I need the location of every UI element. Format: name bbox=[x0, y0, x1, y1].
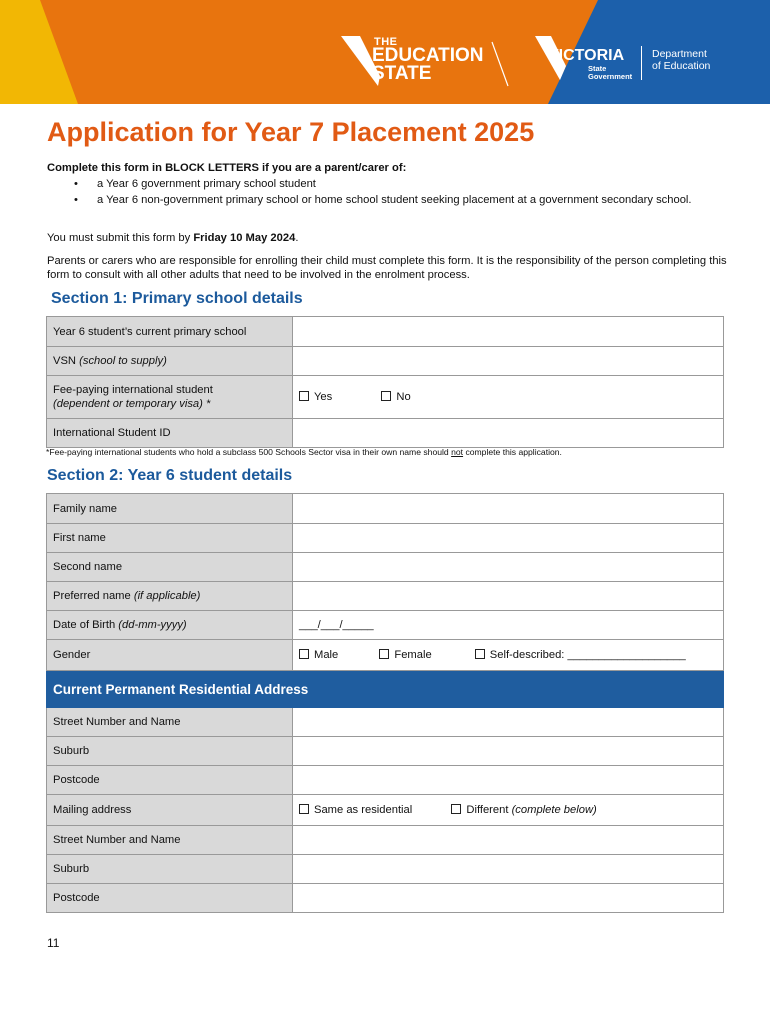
list-item: • a Year 6 non-government primary school or home school student seeking placement at a government secondary school. bbox=[97, 192, 727, 208]
checkbox-icon[interactable] bbox=[299, 804, 309, 814]
street-field[interactable] bbox=[293, 708, 724, 737]
checkbox-icon[interactable] bbox=[379, 649, 389, 659]
mailing-different-label: Different bbox=[466, 804, 509, 816]
postcode-field[interactable] bbox=[293, 766, 724, 795]
fee-paying-label bbox=[47, 376, 293, 419]
page-number: 11 bbox=[47, 936, 60, 950]
checkbox-icon[interactable] bbox=[299, 649, 309, 659]
second-name-field[interactable] bbox=[293, 553, 724, 582]
victoria-sub2: Government bbox=[588, 72, 633, 81]
gender-options bbox=[293, 640, 724, 671]
fee-no-label: No bbox=[396, 391, 411, 403]
intl-id-label: International Student ID bbox=[47, 419, 293, 448]
postcode-label: Postcode bbox=[47, 766, 293, 795]
postcode2-field[interactable] bbox=[293, 884, 724, 913]
table-row bbox=[47, 795, 724, 826]
first-name-field[interactable] bbox=[293, 524, 724, 553]
deadline-text bbox=[47, 232, 298, 244]
postcode2-label: Postcode bbox=[47, 884, 293, 913]
edu-state-line2: EDUCATION bbox=[372, 45, 484, 66]
intro-bullets bbox=[47, 176, 727, 208]
intl-id-field[interactable] bbox=[293, 419, 724, 448]
dob-hint: (dd-mm-yyyy) bbox=[118, 619, 187, 631]
fee-yes-option[interactable] bbox=[299, 391, 332, 403]
suburb-field[interactable] bbox=[293, 737, 724, 766]
vsn-label bbox=[47, 347, 293, 376]
table-row bbox=[47, 640, 724, 671]
mailing-different-hint: (complete below) bbox=[511, 804, 597, 816]
gender-female-option[interactable] bbox=[379, 649, 431, 661]
section2-table bbox=[46, 493, 724, 913]
fee-paying-hint: (dependent or temporary visa) * bbox=[53, 398, 211, 410]
parents-note: Parents or carers who are responsible for enrolling their child must complete this form. It is the responsibility of the person completing this form to consult with all other adults that need to be involved in the enrolment process. bbox=[47, 255, 727, 281]
department-name bbox=[652, 48, 710, 72]
second-name-label: Second name bbox=[47, 553, 293, 582]
table-row bbox=[47, 347, 724, 376]
preferred-name-field[interactable] bbox=[293, 582, 724, 611]
vsn-text: VSN bbox=[53, 355, 77, 367]
current-school-field[interactable] bbox=[293, 317, 724, 347]
gender-self-described-option[interactable] bbox=[475, 649, 686, 661]
street2-field[interactable] bbox=[293, 826, 724, 855]
checkbox-icon[interactable] bbox=[451, 804, 461, 814]
deadline-prefix: You must submit this form by bbox=[47, 232, 194, 244]
first-name-label: First name bbox=[47, 524, 293, 553]
note-pre: *Fee-paying international students who hold a subclass 500 Schools Sector visa in their own name should bbox=[46, 447, 452, 457]
mailing-options bbox=[293, 795, 724, 826]
dob-text: Date of Birth bbox=[53, 619, 116, 631]
table-row bbox=[47, 317, 724, 347]
preferred-name-hint: (if applicable) bbox=[133, 590, 201, 602]
gender-self-described-label: Self-described: ___________________ bbox=[489, 649, 686, 661]
logo-divider bbox=[641, 46, 642, 80]
mailing-different-option[interactable] bbox=[451, 804, 596, 816]
edu-state-line3: STATE bbox=[372, 63, 432, 84]
deadline-date: Friday 10 May 2024 bbox=[193, 232, 296, 244]
table-row bbox=[47, 737, 724, 766]
checkbox-icon[interactable] bbox=[299, 391, 309, 401]
dob-field[interactable]: ___/___/_____ bbox=[293, 611, 724, 640]
table-row bbox=[47, 826, 724, 855]
preferred-name-text: Preferred name bbox=[53, 590, 131, 602]
suburb2-label: Suburb bbox=[47, 855, 293, 884]
header-banner bbox=[0, 0, 770, 104]
note-not: not bbox=[451, 447, 464, 457]
section2-title: Section 2: Year 6 student details bbox=[47, 467, 293, 484]
table-row bbox=[47, 855, 724, 884]
table-row bbox=[47, 582, 724, 611]
fee-paying-options bbox=[293, 376, 724, 419]
intro-block bbox=[47, 160, 727, 208]
mailing-same-label: Same as residential bbox=[314, 804, 413, 816]
mailing-label: Mailing address bbox=[47, 795, 293, 826]
list-item: • a Year 6 government primary school student bbox=[97, 176, 727, 192]
gender-female-label: Female bbox=[394, 649, 432, 661]
suburb2-field[interactable] bbox=[293, 855, 724, 884]
street2-label: Street Number and Name bbox=[47, 826, 293, 855]
family-name-label: Family name bbox=[47, 494, 293, 524]
note-post: complete this application. bbox=[463, 447, 562, 457]
table-row bbox=[47, 884, 724, 913]
page-title: Application for Year 7 Placement 2025 bbox=[47, 117, 535, 147]
deadline-suffix: . bbox=[295, 232, 299, 244]
gender-male-label: Male bbox=[314, 649, 339, 661]
fee-paying-footnote bbox=[46, 447, 562, 457]
victoria-sub1: State bbox=[588, 64, 607, 73]
table-row bbox=[47, 376, 724, 419]
section1-table bbox=[46, 316, 724, 448]
checkbox-icon[interactable] bbox=[381, 391, 391, 401]
department-line2: of Education bbox=[652, 60, 711, 72]
table-row bbox=[47, 708, 724, 737]
suburb-label: Suburb bbox=[47, 737, 293, 766]
fee-paying-text: Fee-paying international student bbox=[53, 384, 213, 396]
edu-state-line1: THE bbox=[374, 36, 398, 48]
current-school-label: Year 6 student’s current primary school bbox=[47, 317, 293, 347]
intro-lead: Complete this form in BLOCK LETTERS if you are a parent/carer of: bbox=[47, 162, 407, 174]
table-row bbox=[47, 524, 724, 553]
dob-label bbox=[47, 611, 293, 640]
vsn-field[interactable] bbox=[293, 347, 724, 376]
fee-yes-label: Yes bbox=[314, 391, 333, 403]
department-line1: Department bbox=[652, 48, 707, 60]
street-label: Street Number and Name bbox=[47, 708, 293, 737]
edu-state-wordmark bbox=[372, 47, 484, 83]
vsn-hint: (school to supply) bbox=[79, 355, 167, 367]
address-section-header: Current Permanent Residential Address bbox=[47, 671, 724, 708]
checkbox-icon[interactable] bbox=[475, 649, 485, 659]
table-row bbox=[47, 419, 724, 448]
table-row bbox=[47, 611, 724, 640]
victoria-subtitle bbox=[588, 65, 632, 81]
section1-title: Section 1: Primary school details bbox=[51, 290, 303, 307]
table-row bbox=[47, 494, 724, 524]
table-row bbox=[47, 671, 724, 708]
family-name-field[interactable] bbox=[293, 494, 724, 524]
gender-male-option[interactable] bbox=[299, 649, 338, 661]
preferred-name-label bbox=[47, 582, 293, 611]
fee-no-option[interactable] bbox=[381, 391, 410, 403]
gender-label: Gender bbox=[47, 640, 293, 671]
table-row bbox=[47, 553, 724, 582]
victoria-wordmark: VICTORIA bbox=[548, 47, 625, 64]
table-row bbox=[47, 766, 724, 795]
mailing-same-option[interactable] bbox=[299, 804, 412, 816]
